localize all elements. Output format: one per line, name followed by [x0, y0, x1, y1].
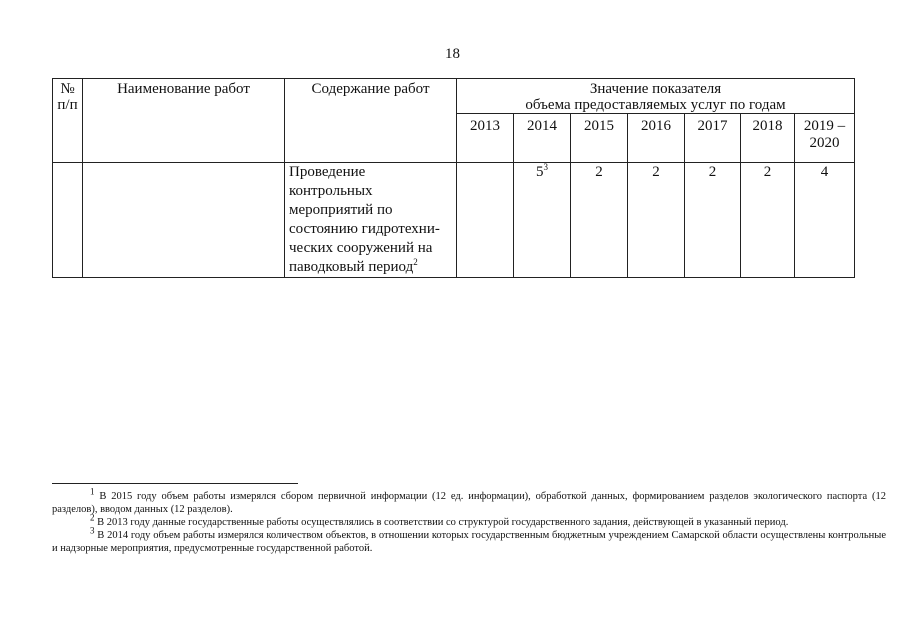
footnote-mark: 2	[90, 512, 95, 523]
value-cell: 2	[628, 163, 685, 278]
services-table	[52, 78, 855, 278]
header-work-name: Наименование работ	[83, 79, 285, 163]
footnote	[52, 525, 886, 555]
footnote-text: В 2015 году объем работы измерялся сбором первичной информации (12 ед. информации), обработкой данных, формированием разделов экологического паспорта (12 разделов), вводом данных (12 разделов).	[52, 491, 887, 515]
footnote-text: В 2014 году объем работы измерялся количеством объектов, в отношении которых государственным бюджетным учреждением Самарской области осуществлены контрольные и надзорные мероприятия, предусмотренные государственной работой.	[52, 530, 886, 554]
year-header: 2016	[628, 114, 685, 163]
year-header: 2015	[571, 114, 628, 163]
value-cell	[457, 163, 514, 278]
header-number: № п/п	[53, 79, 83, 163]
value-cell: 2	[685, 163, 741, 278]
header-work-content: Содержание работ	[285, 79, 457, 163]
content-line: Проведение	[289, 164, 366, 180]
content-line: ческих сооружений на	[289, 240, 433, 256]
footnote-mark: 3	[90, 525, 95, 536]
value-cell	[514, 163, 571, 278]
year-header: 2017	[685, 114, 741, 163]
content-line: состоянию гидротехни-	[289, 221, 440, 237]
row-number-cell	[53, 163, 83, 278]
footnote-ref: 2	[413, 257, 418, 267]
footnotes	[52, 486, 887, 555]
year-header: 2013	[457, 114, 514, 163]
content-line: мероприятий по	[289, 202, 393, 218]
value-cell: 2	[571, 163, 628, 278]
footnote-text: В 2013 году данные государственные работы осуществлялись в соответствии со структурой государственного задания, действующей в указанный период.	[97, 517, 789, 528]
value-cell: 4	[795, 163, 855, 278]
content-line: паводковый период	[289, 259, 414, 275]
footnote	[52, 512, 886, 529]
header-indicator-line2: объема предоставляемых услуг по годам	[525, 97, 786, 113]
year-header: 2014	[514, 114, 571, 163]
header-indicator-line1: Значение показателя	[589, 81, 722, 97]
value-cell: 2	[741, 163, 795, 278]
footnote	[52, 486, 887, 516]
footnote-mark: 1	[90, 486, 95, 497]
footnote-ref: 3	[543, 162, 548, 172]
page-number: 18	[445, 46, 460, 62]
footnote-separator	[52, 483, 298, 484]
row-name-cell	[83, 163, 285, 278]
year-header: 2018	[741, 114, 795, 163]
row-content-cell	[285, 163, 457, 278]
header-indicator-value	[457, 79, 855, 114]
value-text: 5	[536, 164, 544, 180]
year-header: 2019 – 2020	[795, 114, 855, 163]
content-line: контрольных	[289, 183, 373, 199]
